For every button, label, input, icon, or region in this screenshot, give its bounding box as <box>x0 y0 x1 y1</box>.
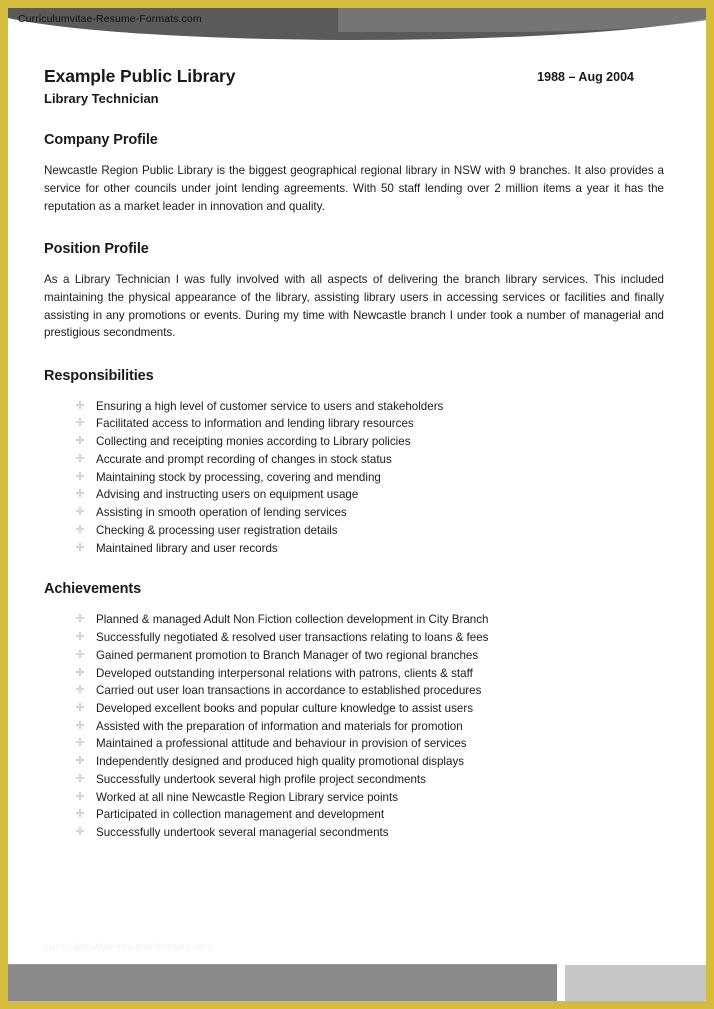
position-profile-text: As a Library Technician I was fully involved with all aspects of delivering the branch library services. This included maintaining the physical appearance of the library, assisting library users in accessing services or facilities and finally assisting in any promotions or events. During my time with Newcastle branch I under took a number of managerial and prestigious secondments. <box>44 273 664 340</box>
section-heading-responsibilities: Responsibilities <box>44 367 154 384</box>
bullet-plus-icon: ✛ <box>75 772 85 785</box>
achievement-item-text: Gained permanent promotion to Branch Manager of two regional branches <box>96 648 479 662</box>
bullet-plus-icon: ✛ <box>75 737 85 750</box>
responsibility-item-text: Ensuring a high level of customer service to users and stakeholders <box>96 399 444 413</box>
bullet-plus-icon: ✛ <box>75 435 85 448</box>
bullet-plus-icon: ✛ <box>75 470 85 483</box>
list-item <box>74 451 676 469</box>
list-item <box>74 771 676 789</box>
company-profile-text: Newcastle Region Public Library is the biggest geographical regional library in NSW with 9 branches. It also provides a service for other councils under joint lending agreements. With 50 staff lending over 2 million items a year it has the reputation as a market leader in innovation and quality. <box>44 164 664 213</box>
employer-identity <box>44 66 235 106</box>
list-item <box>74 522 676 540</box>
list-item <box>74 665 676 683</box>
site-label: Curriculumvitae-Resume-Formats.com <box>18 13 202 25</box>
achievement-item-text: Independently designed and produced high quality promotional displays <box>96 755 465 769</box>
employment-dates: 1988 – Aug 2004 <box>537 70 634 84</box>
section-heading-achievements: Achievements <box>44 581 142 598</box>
list-item <box>74 611 676 629</box>
responsibility-item-text: Maintained library and user records <box>96 541 278 555</box>
bullet-plus-icon: ✛ <box>75 541 85 554</box>
achievement-item-text: Successfully undertook several managerial secondments <box>96 826 389 840</box>
achievement-item-text: Successfully negotiated & resolved user transactions relating to loans & fees <box>96 631 489 645</box>
footer-bar-dark <box>8 964 557 1001</box>
list-item <box>74 735 676 753</box>
banner-shape-accent <box>338 8 706 32</box>
list-item <box>74 682 676 700</box>
achievement-item-text: Worked at all nine Newcastle Region Library service points <box>96 790 399 804</box>
achievement-item-text: Developed outstanding interpersonal relations with patrons, clients & staff <box>96 666 473 680</box>
bullet-plus-icon: ✛ <box>75 613 85 626</box>
bullet-plus-icon: ✛ <box>75 399 85 412</box>
bullet-plus-icon: ✛ <box>75 631 85 644</box>
bullet-plus-icon: ✛ <box>75 808 85 821</box>
list-item <box>74 504 676 522</box>
achievement-item-text: Successfully undertook several high profile project secondments <box>96 772 426 786</box>
section-heading-company-profile: Company Profile <box>44 132 158 149</box>
achievement-item-text: Planned & managed Adult Non Fiction collection development in City Branch <box>96 613 489 627</box>
list-item <box>74 433 676 451</box>
responsibility-item-text: Accurate and prompt recording of changes in stock status <box>96 452 392 466</box>
document-body <box>8 48 706 1001</box>
list-item <box>74 540 676 558</box>
employer-header <box>44 66 676 106</box>
bullet-plus-icon: ✛ <box>75 790 85 803</box>
bullet-plus-icon: ✛ <box>75 702 85 715</box>
list-item <box>74 647 676 665</box>
responsibilities-list <box>44 398 676 558</box>
bullet-plus-icon: ✛ <box>75 755 85 768</box>
achievement-item-text: Carried out user loan transactions in accordance to established procedures <box>96 684 482 698</box>
responsibility-item-text: Facilitated access to information and lending library resources <box>96 417 414 431</box>
bullet-plus-icon: ✛ <box>75 488 85 501</box>
achievement-item-text: Assisted with the preparation of information and materials for promotion <box>96 719 463 733</box>
bullet-plus-icon: ✛ <box>75 684 85 697</box>
list-item <box>74 469 676 487</box>
responsibility-item-text: Collecting and receipting monies according to Library policies <box>96 435 411 449</box>
section-heading-position-profile: Position Profile <box>44 241 149 258</box>
footer-bar-light <box>565 965 706 1001</box>
bullet-plus-icon: ✛ <box>75 452 85 465</box>
bullet-plus-icon: ✛ <box>75 523 85 536</box>
list-item <box>74 789 676 807</box>
bullet-plus-icon: ✛ <box>75 417 85 430</box>
list-item <box>74 806 676 824</box>
achievement-item-text: Maintained a professional attitude and behaviour in provision of services <box>96 737 467 751</box>
bullet-plus-icon: ✛ <box>75 506 85 519</box>
list-item <box>74 486 676 504</box>
responsibility-item-text: Advising and instructing users on equipment usage <box>96 488 359 502</box>
footer-watermark: curriculumvitae-resume-formats.com <box>44 942 214 953</box>
bullet-plus-icon: ✛ <box>75 826 85 839</box>
bullet-plus-icon: ✛ <box>75 666 85 679</box>
list-item <box>74 415 676 433</box>
company-name: Example Public Library <box>44 66 236 86</box>
job-title: Library Technician <box>44 90 159 106</box>
achievement-item-text: Developed excellent books and popular culture knowledge to assist users <box>96 702 474 716</box>
list-item <box>74 753 676 771</box>
list-item <box>74 700 676 718</box>
responsibility-item-text: Assisting in smooth operation of lending services <box>96 506 347 520</box>
responsibility-item-text: Checking & processing user registration details <box>96 523 338 537</box>
list-item <box>74 718 676 736</box>
bullet-plus-icon: ✛ <box>75 719 85 732</box>
bullet-plus-icon: ✛ <box>75 648 85 661</box>
achievement-item-text: Participated in collection management and development <box>96 808 385 822</box>
list-item <box>74 629 676 647</box>
responsibility-item-text: Maintaining stock by processing, covering and mending <box>96 470 381 484</box>
list-item <box>74 824 676 842</box>
list-item <box>74 398 676 416</box>
achievements-list <box>44 611 676 842</box>
